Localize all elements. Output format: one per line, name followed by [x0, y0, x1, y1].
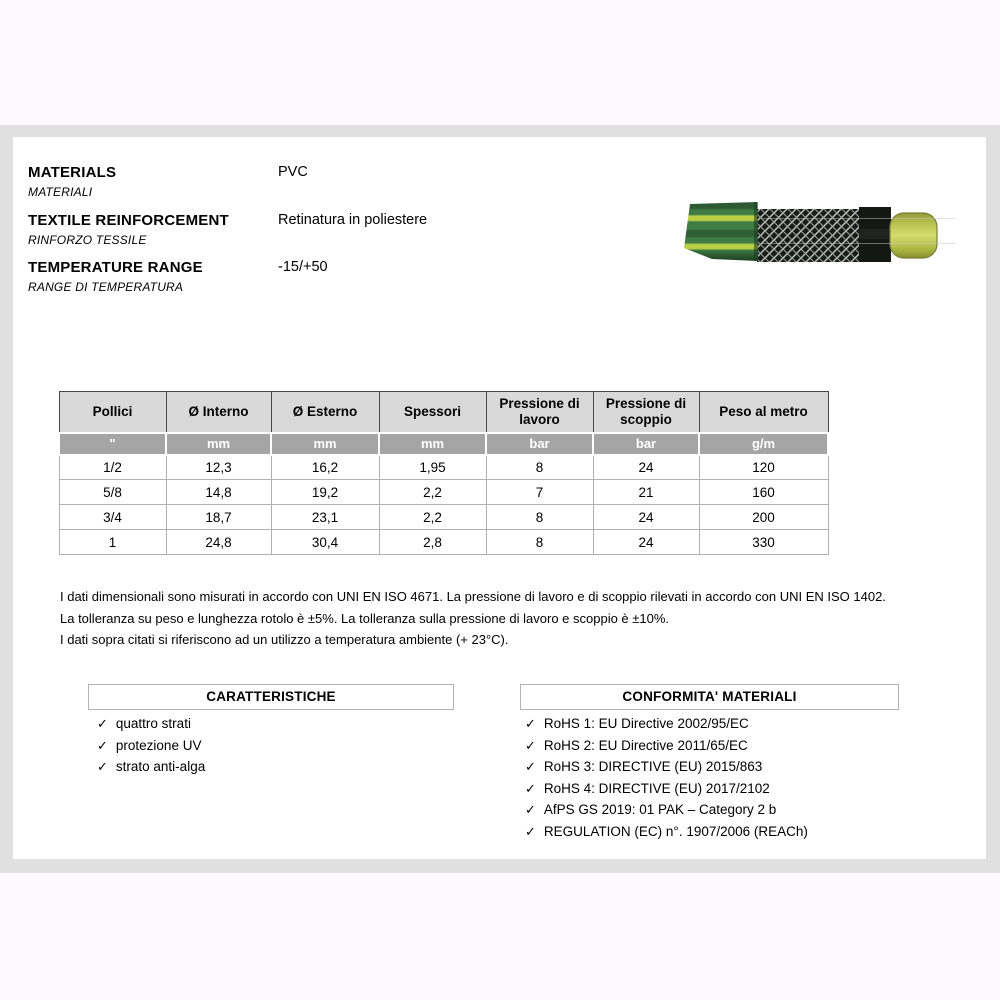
compliance-item: [525, 799, 808, 821]
cell: 24: [593, 530, 699, 555]
cell: 200: [699, 505, 828, 530]
col-header-pressione-scoppio: Pressione di scoppio: [593, 392, 699, 433]
cell: 24: [593, 505, 699, 530]
table-row: [59, 455, 828, 480]
spec-sublabel: RINFORZO TESSILE: [28, 233, 147, 247]
col-header-pollici: Pollici: [59, 392, 166, 433]
hose-mesh-layer: [757, 209, 862, 262]
notes-paragraph: [60, 586, 960, 651]
compliance-item-label: REGULATION (EC) n°. 1907/2006 (REACh): [543, 823, 808, 839]
cell: 120: [699, 455, 828, 480]
feature-item-label: protezione UV: [115, 737, 202, 753]
unit-cell: bar: [593, 433, 699, 455]
cell: 12,3: [166, 455, 271, 480]
spec-sublabel: RANGE DI TEMPERATURA: [28, 280, 184, 294]
product-image-hose: [675, 195, 960, 270]
feature-item: [97, 735, 205, 757]
check-icon: ✓: [525, 716, 536, 731]
compliance-item-label: RoHS 4: DIRECTIVE (EU) 2017/2102: [543, 780, 770, 796]
table-row: [59, 505, 828, 530]
col-header-esterno: Ø Esterno: [271, 392, 379, 433]
unit-cell: g/m: [699, 433, 828, 455]
cell: 16,2: [271, 455, 379, 480]
cell: 8: [486, 455, 593, 480]
spec-label: TEMPERATURE RANGE: [28, 259, 203, 276]
cell: 30,4: [271, 530, 379, 555]
unit-cell: mm: [271, 433, 379, 455]
table-header-row: [59, 392, 828, 433]
cell: 1,95: [379, 455, 486, 480]
note-line: I dati dimensionali sono misurati in accordo con UNI EN ISO 4671. La pressione di lavoro e di scoppio rilevati in accordo con UNI EN ISO 1402.: [60, 589, 886, 604]
cell: 19,2: [271, 480, 379, 505]
unit-cell: bar: [486, 433, 593, 455]
compliance-item: [525, 713, 808, 735]
table-units-row: [59, 433, 828, 455]
cell: 8: [486, 530, 593, 555]
feature-item-label: quattro strati: [115, 716, 191, 731]
feature-item-label: strato anti-alga: [115, 759, 206, 775]
unit-cell: mm: [379, 433, 486, 455]
cell: 2,2: [379, 505, 486, 530]
compliance-item: [525, 756, 808, 778]
compliance-item-label: RoHS 1: EU Directive 2002/95/EC: [543, 716, 749, 731]
spec-value: PVC: [278, 164, 308, 180]
table-row: [59, 480, 828, 505]
col-header-peso: Peso al metro: [699, 392, 828, 433]
compliance-item-label: AfPS GS 2019: 01 PAK – Category 2 b: [543, 802, 777, 818]
compliance-item: [525, 778, 808, 800]
cell: 8: [486, 505, 593, 530]
check-icon: ✓: [525, 802, 536, 818]
col-header-pressione-lavoro: Pressione di lavoro: [486, 392, 593, 433]
hose-green-cover: [684, 202, 758, 261]
check-icon: ✓: [97, 737, 108, 753]
spec-row-temperature: [28, 259, 668, 294]
cell: 3/4: [59, 505, 166, 530]
table-row: [59, 530, 828, 555]
cell: 1: [59, 530, 166, 555]
feature-item: [97, 756, 205, 778]
unit-cell: mm: [166, 433, 271, 455]
compliance-item: [525, 735, 808, 757]
check-icon: ✓: [525, 737, 536, 753]
col-header-interno: Ø Interno: [166, 392, 271, 433]
cell: 330: [699, 530, 828, 555]
cell: 5/8: [59, 480, 166, 505]
compliance-item-label: RoHS 3: DIRECTIVE (EU) 2015/863: [543, 759, 763, 775]
cell: 18,7: [166, 505, 271, 530]
spec-row-reinforcement: [28, 212, 668, 247]
note-line: I dati sopra citati si riferiscono ad un utilizzo a temperatura ambiente (+ 23°C).: [60, 632, 509, 647]
check-icon: ✓: [525, 780, 536, 796]
cell: 21: [593, 480, 699, 505]
col-header-spessori: Spessori: [379, 392, 486, 433]
compliance-list: [525, 713, 808, 843]
check-icon: ✓: [525, 759, 536, 775]
spec-label: TEXTILE REINFORCEMENT: [28, 212, 229, 229]
cell: 1/2: [59, 455, 166, 480]
check-icon: ✓: [97, 759, 108, 775]
check-icon: ✓: [525, 823, 536, 839]
dimensions-table: [58, 391, 829, 555]
cell: 2,2: [379, 480, 486, 505]
compliance-item: [525, 821, 808, 843]
hose-inner-tube: [890, 213, 937, 258]
compliance-box-title: CONFORMITA' MATERIALI: [520, 684, 899, 710]
compliance-item-label: RoHS 2: EU Directive 2011/65/EC: [543, 737, 748, 753]
datasheet-card: [13, 137, 986, 859]
cell: 7: [486, 480, 593, 505]
cell: 24: [593, 455, 699, 480]
cell: 2,8: [379, 530, 486, 555]
spec-value: -15/+50: [278, 259, 328, 275]
feature-item: [97, 713, 205, 735]
features-list: [97, 713, 205, 778]
spec-value: Retinatura in poliestere: [278, 212, 428, 228]
cell: 24,8: [166, 530, 271, 555]
spec-sublabel: MATERIALI: [28, 185, 93, 199]
note-line: La tolleranza su peso e lunghezza rotolo è ±5%. La tolleranza sulla pressione di lavoro e scoppio è ±10%.: [60, 610, 670, 626]
unit-cell: ": [59, 433, 166, 455]
spec-label: MATERIALS: [28, 164, 117, 181]
features-box-title: CARATTERISTICHE: [88, 684, 454, 710]
cell: 14,8: [166, 480, 271, 505]
spec-row-materials: [28, 164, 668, 199]
check-icon: ✓: [97, 716, 108, 731]
cell: 23,1: [271, 505, 379, 530]
cell: 160: [699, 480, 828, 505]
